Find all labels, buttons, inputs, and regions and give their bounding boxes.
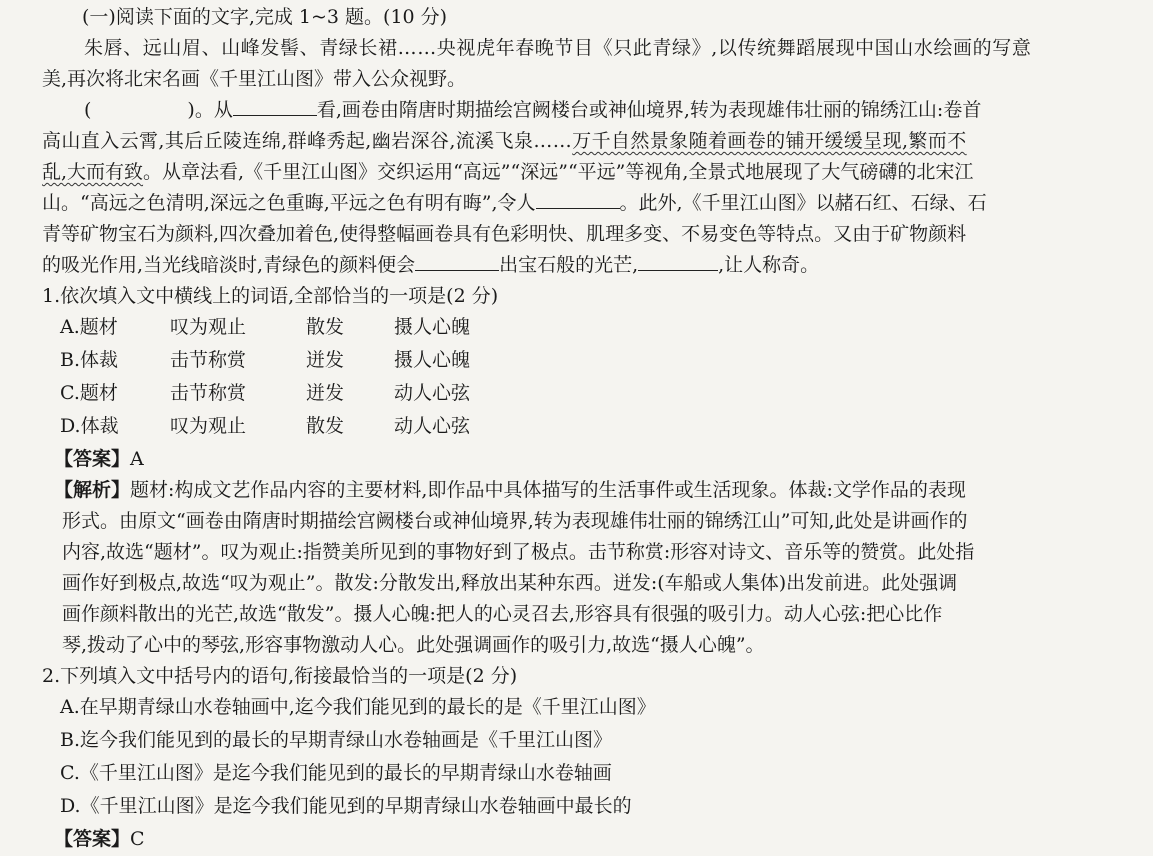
question-1-analysis-line-4: 画作好到极点,故选“叹为观止”。散发:分散发出,释放出某种东西。迸发:(车船或人集体)出发前进。此处强调: [62, 572, 958, 594]
passage-paragraph-1-line-1: 朱唇、远山眉、山峰发髻、青绿长裙……央视虎年春晚节目《只此青绿》,以传统舞蹈展现中国山水绘画的写意: [84, 37, 1032, 59]
question-2-option-b[interactable]: B.迄今我们能见到的最长的早期青绿山水卷轴画是《千里江山图》: [60, 729, 613, 751]
passage-paragraph-2-line-2: 高山直入云霄,其后丘陵连绵,群峰秀起,幽岩深谷,流溪飞泉…… 万千自然景象随着画卷的铺开缓缓呈现,繁而不: [42, 126, 1121, 157]
question-1-option-c[interactable]: C.题材 击节称赏 迸发 动人心弦: [60, 382, 471, 404]
fill-blank-1[interactable]: [233, 95, 317, 116]
answer-value: C: [130, 828, 145, 850]
question-2-option-d[interactable]: D.《千里江山图》是迄今我们能见到的早期青绿山水卷轴画中最长的: [60, 795, 632, 817]
question-1-stem: 1.依次填入文中横线上的词语,全部恰当的一项是(2 分): [42, 285, 499, 307]
question-2-option-c[interactable]: C.《千里江山图》是迄今我们能见到的最长的早期青绿山水卷轴画: [60, 762, 612, 784]
passage-paragraph-1-line-2: 美,再次将北宋名画《千里江山图》带入公众视野。: [42, 68, 467, 90]
wavy-underlined-sentence-end: 乱,大而有致: [42, 161, 144, 183]
answer-tag: 【答案】: [54, 448, 131, 470]
fill-blank-3[interactable]: [415, 250, 499, 271]
wavy-underlined-sentence: 万千自然景象随着画卷的铺开缓缓呈现,繁而不: [572, 130, 967, 152]
question-1-answer: [42, 444, 1121, 475]
answer-tag: 【答案】: [54, 828, 131, 850]
passage-paragraph-2-line-4: 山。“高远之色清明,深远之色重晦,平远之色有明有晦”,令人 。此外,《千里江山图》以赭石红、石绿、石: [42, 188, 1121, 219]
question-1-option-d[interactable]: D.体裁 叹为观止 散发 动人心弦: [60, 415, 471, 437]
question-1-analysis-line-1: 【解析】 题材:构成文艺作品内容的主要材料,即作品中具体描写的生活事件或生活现象。体裁:文学作品的表现: [42, 475, 1121, 506]
passage-paragraph-2-line-3: 乱,大而有致 。从章法看,《千里江山图》交织运用“高远”“深远”“平远”等视角,全景式地展现了大气磅礴的北宋江: [42, 157, 1121, 188]
question-1-analysis-line-2: 形式。由原文“画卷由隋唐时期描绘宫阙楼台或神仙境界,转为表现雄伟壮丽的锦绣江山”可知,此处是讲画作的: [62, 510, 968, 532]
answer-value: A: [130, 448, 144, 470]
question-2-answer: [42, 824, 1121, 855]
question-2-stem: 2.下列填入文中括号内的语句,衔接最恰当的一项是(2 分): [42, 665, 518, 687]
passage-paragraph-2-line-5: 青等矿物宝石为颜料,四次叠加着色,使得整幅画卷具有色彩明快、肌理多变、不易变色等特点。又由于矿物颜料: [42, 223, 967, 245]
question-1-option-a[interactable]: A.题材 叹为观止 散发 摄人心魄: [60, 316, 471, 338]
fill-blank-4[interactable]: [638, 250, 718, 271]
question-1-option-b[interactable]: B.体裁 击节称赏 迸发 摄人心魄: [60, 349, 471, 371]
question-1-analysis-line-3: 内容,故选“题材”。叹为观止:指赞美所见到的事物好到了极点。击节称赏:形容对诗文、音乐等的赞赏。此处指: [62, 541, 975, 563]
section-heading: (一)阅读下面的文字,完成 1~3 题。(10 分): [82, 6, 448, 28]
passage-paragraph-2-line-1: ( )。从 看,画卷由隋唐时期描绘宫阙楼台或神仙境界,转为表现雄伟壮丽的锦绣江山:卷首: [42, 95, 1121, 126]
passage-paragraph-2-line-6: 的吸光作用,当光线暗淡时,青绿色的颜料便会 出宝石般的光芒, ,让人称奇。: [42, 250, 1121, 281]
fill-blank-2[interactable]: [536, 188, 620, 209]
question-2-option-a[interactable]: A.在早期青绿山水卷轴画中,迄今我们能见到的最长的是《千里江山图》: [60, 696, 656, 718]
analysis-tag: 【解析】: [54, 479, 131, 501]
question-1-analysis-line-5: 画作颜料散出的光芒,故选“散发”。摄人心魄:把人的心灵召去,形容具有很强的吸引力。动人心弦:把心比作: [62, 603, 943, 625]
question-1-analysis-line-6: 琴,拨动了心中的琴弦,形容事物激动人心。此处强调画作的吸引力,故选“摄人心魄”。: [62, 634, 765, 656]
